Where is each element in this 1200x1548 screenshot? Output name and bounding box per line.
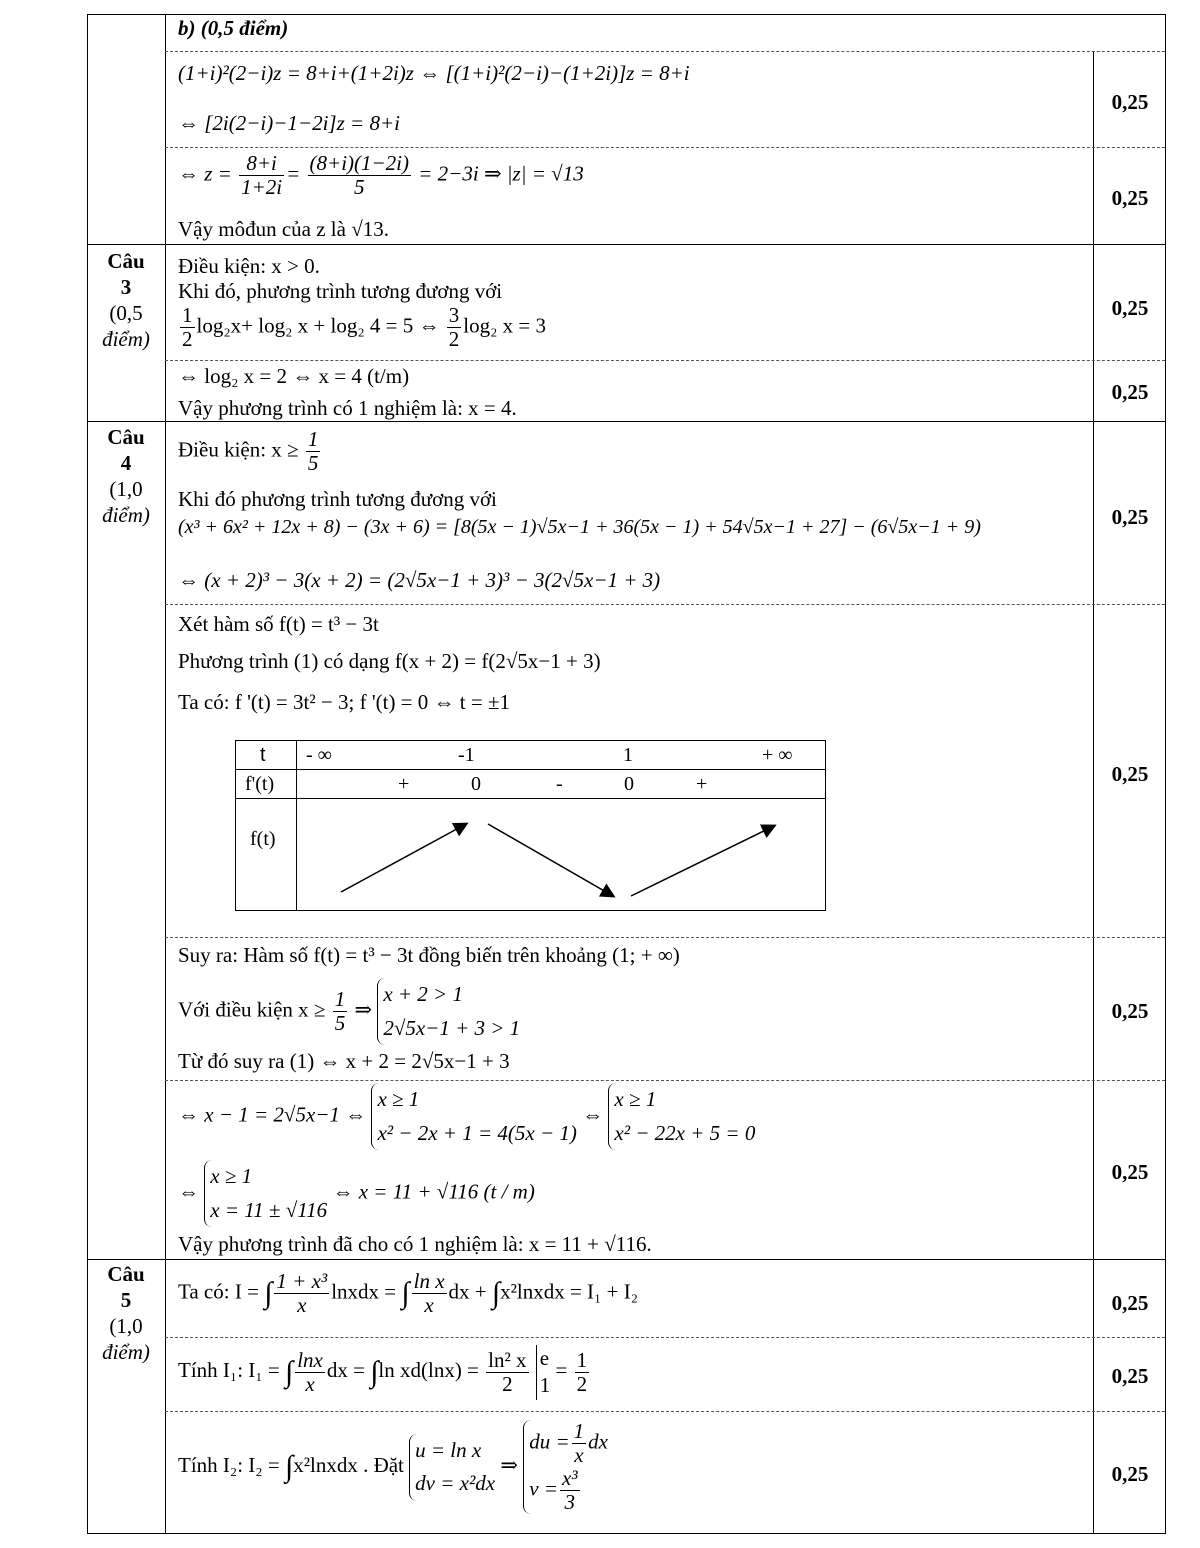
bbt-sign-minus: -	[556, 773, 563, 795]
cau3-label: Câu 3 (0,5 điểm)	[102, 249, 150, 351]
cau4-consider: Xét hàm số f(t) = t³ − 3t	[178, 612, 379, 636]
bbt-pos-inf: + ∞	[762, 744, 793, 766]
cau5-ta-co: Ta có: I = ∫ $\frac{\text{1 + x³}}{x}$ lnxdx = ∫ $\frac{\text{ln x}}{x}$ dx + ∫x²lnxdx = I₁ + I₂	[178, 1269, 639, 1318]
score-3: 0,25	[1111, 296, 1149, 320]
bbt-zero1: 0	[471, 773, 481, 795]
cau3-equiv: Khi đó, phương trình tương đương với	[178, 279, 503, 303]
cau5-label: Câu 5 (1,0 điểm)	[102, 1262, 150, 1364]
score-5: 0,25	[1111, 505, 1149, 529]
bbt-one: 1	[623, 744, 633, 766]
part-b-header: b) (0,5 điểm)	[178, 16, 289, 40]
cau3-eq: $\frac{1}{2}$ log₂x+ log₂ x + log₂ 4 = 5 ⇔ $\frac{3}{2}$ log₂ x = 3	[182, 303, 546, 352]
part-b-line2: ⇔ [2i(2−i)−1−2i]z = 8+i	[178, 111, 400, 135]
score-10: 0,25	[1111, 1364, 1149, 1388]
cau4-eq4: ⇔ x ≥ 1 x = 11 ± √116 ⇔ x = 11 + √116 (t / m)	[178, 1160, 535, 1227]
cau4-eq2: ⇔ (x + 2)³ − 3(x + 2) = (2√5x−1 + 3)³ − 3(2√5x−1 + 3)	[178, 568, 661, 592]
cau4-conclusion: Vậy phương trình đã cho có 1 nghiệm là: x = 11 + √116.	[178, 1232, 652, 1256]
cau4-form: Phương trình (1) có dạng f(x + 2) = f(2√5x−1 + 3)	[178, 649, 601, 673]
bbt-zero2: 0	[624, 773, 634, 795]
score-8: 0,25	[1111, 1160, 1149, 1184]
bbt-arrows	[296, 800, 824, 908]
arrow-up-1	[341, 824, 466, 892]
arrow-up-2	[631, 826, 774, 896]
cau4-equiv: Khi đó phương trình tương đương với	[178, 487, 497, 511]
cau3-conclusion: Vậy phương trình có 1 nghiệm là: x = 4.	[178, 396, 517, 420]
cau3-cond: Điều kiện: x > 0.	[178, 254, 320, 278]
cau4-deriv: Ta có: f '(t) = 3t² − 3; f '(t) = 0 ⇔ t = ±1	[178, 690, 510, 714]
cau5-i1: Tính I₁: I₁ = ∫ $\frac{\ln x}{x}$ dx = ∫ln xd(lnx) = $\frac{\text{ln² x}}{2}$ e 1 = $\frac{1}{2}$	[178, 1345, 591, 1400]
bbt-neg-inf: - ∞	[306, 744, 332, 766]
cau4-from: Từ đó suy ra (1) ⇔ x + 2 = 2√5x−1 + 3	[178, 1049, 510, 1073]
bbt-minus-one: -1	[458, 744, 475, 766]
bbt-sign-plus2: +	[696, 773, 708, 795]
score-1: 0,25	[1111, 90, 1149, 114]
part-b-line1: (1+i)²(2−i)z = 8+i+(1+2i)z ⇔ [(1+i)²(2−i)−(1+2i)]z = 8+i	[178, 61, 690, 85]
bbt-sign-plus1: +	[398, 773, 410, 795]
part-b-conclusion: Vậy môđun của z là √13.	[178, 217, 389, 241]
score-9: 0,25	[1111, 1291, 1149, 1315]
cau5-i2: Tính I₂: I₂ = ∫x²lnxdx . Đặt u = ln x dv = x²dx ⇒ du = $\frac{1}{x}$ dx v = $\frac{\text{x³}}{3}$	[178, 1419, 608, 1515]
score-7: 0,25	[1111, 999, 1149, 1023]
bbt-t-label: t	[260, 744, 266, 766]
score-11: 0,25	[1111, 1462, 1149, 1486]
cau4-cond: Điều kiện: x ≥ $\frac{1}{5}$	[178, 427, 319, 476]
cau4-label: Câu 4 (1,0 điểm)	[102, 425, 150, 527]
cau3-step2: ⇔ log₂ x = 2 ⇔ x = 4 (t/m)	[178, 364, 410, 388]
score-4: 0,25	[1111, 380, 1149, 404]
bbt-fprime-label: f'(t)	[245, 773, 275, 795]
cau4-with-cond: Với điều kiện x ≥ $\frac{1}{5}$ ⇒ x + 2 > 1 2√5x−1 + 3 > 1	[178, 978, 520, 1045]
part-b-line3: ⇔ z = $\frac{8+i}{1+2i}$ = $\frac{(8+i)(1-2i)}{5}$ = 2−3i ⇒ |z| = √13	[178, 151, 584, 200]
arrow-down	[488, 824, 613, 896]
cau4-infer: Suy ra: Hàm số f(t) = t³ − 3t đồng biến trên khoảng (1; + ∞)	[178, 943, 680, 967]
cau4-eq1: (x³ + 6x² + 12x + 8) − (3x + 6) = [8(5x − 1)√5x−1 + 36(5x − 1) + 54√5x−1 + 27] − (6√5x−1 + 9)	[178, 516, 981, 538]
bbt-f-label: f(t)	[250, 828, 276, 850]
score-6: 0,25	[1111, 762, 1149, 786]
score-2: 0,25	[1111, 186, 1149, 210]
cau4-eq3: ⇔ x − 1 = 2√5x−1 ⇔ x ≥ 1 x² − 2x + 1 = 4(5x − 1) ⇔ x ≥ 1 x² − 22x + 5 = 0	[178, 1083, 755, 1150]
